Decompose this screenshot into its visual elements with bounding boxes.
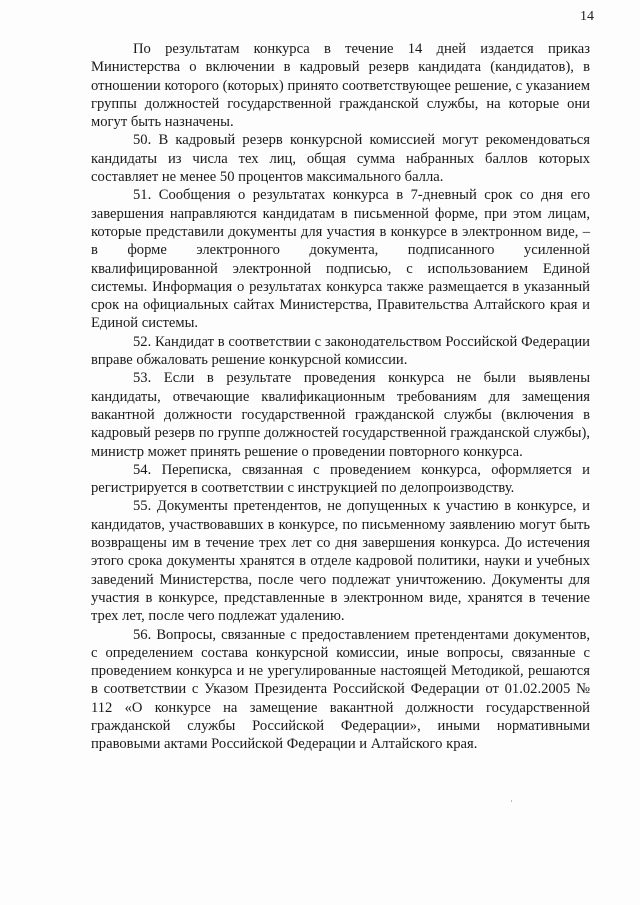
paragraph-54: 54. Переписка, связанная с проведением конкурса, оформляется и регистрируется в соответствии с инструкцией по делопроизводству. xyxy=(91,461,590,497)
paragraph-53: 53. Если в результате проведения конкурса не были выявлены кандидаты, отвечающие квалификационным требованиям для замещения вакантной должности государственной гражданской службы (включения в кадровый резерв по группе должностей государственной гражданской службы), министр может принять решение о проведении повторного конкурса. xyxy=(91,370,590,460)
paragraph-56: 56. Вопросы, связанные с предоставлением претендентами документов, с определением состава конкурсной комиссии, иные вопросы, связанные с проведением конкурса и не урегулированные настоящей Методикой, решаются в соответствии с Указом Президента Российской Федерации от 01.02.2005 № 112 «О конкурсе на замещение вакантной должности государственной гражданской службы Российской Федерации», иными нормативными правовыми актами Российской Федерации и Алтайского края. xyxy=(91,626,590,753)
paragraph-intro: По результатам конкурса в течение 14 дней издается приказ Министерства о включении в кадровый резерв кандидата (кандидатов), в отношении которого (которых) принято соответствующее решение, с указанием группы должностей государственной гражданской службы, на которые они могут быть назначены. xyxy=(91,41,590,131)
page-number: 14 xyxy=(580,9,594,24)
paragraph-55: 55. Документы претендентов, не допущенных к участию в конкурсе, и кандидатов, участвовавших в конкурсе, по письменному заявлению могут быть возвращены им в течение трех лет со дня завершения конкурса. До истечения этого срока документы хранятся в отделе кадровой политики, науки и учебных заведений Министерства, после чего подлежат уничтожению. Документы для участия в конкурсе, представленные в электронном виде, хранятся в течение трех лет, после чего подлежат удалению. xyxy=(91,498,590,625)
paragraph-50: 50. В кадровый резерв конкурсной комиссией могут рекомендоваться кандидаты из числа тех лиц, общая сумма набранных баллов которых составляет не менее 50 процентов максимального балла. xyxy=(91,132,590,186)
paragraph-51: 51. Сообщения о результатах конкурса в 7-дневный срок со дня его завершения направляются кандидатам в письменной форме, при этом лицам, которые представили документы для участия в конкурсе в электронном виде, – в форме электронного документа, подписанного усиленной квалифицированной электронной подписью, с использованием Единой системы. Информация о результатах конкурса также размещается в указанный срок на официальных сайтах Министерства, Правительства Алтайского края и Единой системы. xyxy=(91,187,590,332)
paragraph-52: 52. Кандидат в соответствии с законодательством Российской Федерации вправе обжаловать решение конкурсной комиссии. xyxy=(91,333,590,369)
document-body xyxy=(91,40,590,754)
scan-speck xyxy=(511,800,512,802)
